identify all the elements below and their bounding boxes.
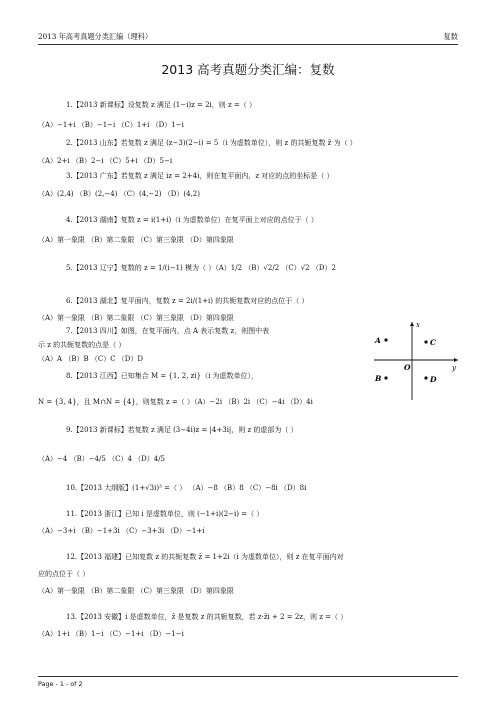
answer-options: （A）−4 （B）−4/5 （C）4 （D）4/5	[38, 455, 166, 463]
answer-options: （A）1+i （B）1−i （C）−1+i （D）−1−i	[38, 630, 184, 638]
point-a-label: A	[375, 336, 381, 345]
question-text: 6.【2013 湖北】复平面内，复数 z = 2i/(1+i) 的共轭复数对应的点位于（ ）	[66, 297, 309, 305]
question-text: 12.【2013 福建】已知复数 z 的共轭复数 z̄ = 1+2i（i 为虚数单位），则 z 在复平面内对	[66, 553, 344, 561]
answer-options: （A）−1+i （B）−1−i （C）1+i （D）1−i	[38, 121, 184, 129]
header-right: 复数	[443, 32, 458, 41]
page-header	[38, 30, 458, 44]
question-text: 1.【2013 新课标】设复数 z 满足 (1−i)z = 2i，则 z =（ ）	[66, 101, 257, 109]
answer-options: （A）第一象限 （B）第二象限 （C）第三象限 （D）第四象限	[38, 314, 234, 322]
answer-options: 示 z 的共轭复数的点是（ ）	[38, 341, 126, 349]
answer-options: （A）第一象限 （B）第二象限 （C）第三象限 （D）第四象限	[38, 587, 234, 595]
real-axis-arrow	[454, 358, 458, 362]
point-d	[424, 376, 427, 379]
question-text: 8.【2013 江西】已知集合 M = {1, 2, zi}（i 为虚数单位），	[66, 372, 259, 380]
imag-axis-arrow	[410, 322, 414, 326]
answer-options: （A）第一象限 （B）第二象限 （C）第三象限 （D）第四象限	[38, 236, 234, 244]
answer-options: 应的点位于（ ）	[38, 570, 90, 578]
question-text: 3.【2013 广东】若复数 z 满足 iz = 2+4i，则在复平面内，z 对应的点的坐标是（ ）	[66, 172, 334, 180]
header-left: 2013 年高考真题分类汇编（理科）	[38, 32, 153, 41]
point-b-label: B	[375, 374, 382, 383]
origin-label: O	[404, 363, 411, 372]
header-rule	[38, 44, 458, 45]
question-text: 4.【2013 湖南】复数 z = i(1+i)（i 为虚数单位）在复平面上对应的点位于（ ）	[66, 216, 318, 224]
question-text: 5.【2013 辽宁】复数的 z = 1/(i−1) 模为（ ）（A）1/2 （B）√2/2 （C）√2 （D）2	[66, 264, 336, 272]
complex-plane-figure	[372, 318, 462, 402]
question-text: 7.【2013 四川】如图，在复平面内，点 A 表示复数 z，则图中表	[66, 327, 270, 335]
answer-options: （A）A （B）B （C）C （D）D	[38, 355, 144, 363]
question-text: 10.【2013 大纲版】(1+√3i)³ =（ ） （A）−8 （B）8 （C）−8i （D）8i	[66, 484, 307, 492]
answer-options: N = {3, 4}，且 M∩N = {4}，则复数 z =（ ）（A）−2i （B）2i （C）−4i （D）4i	[38, 398, 313, 406]
point-d-label: D	[430, 375, 437, 384]
question-text: 11.【2013 浙江】已知 i 是虚数单位，则 (−1+i)(2−i) =（ ）	[66, 510, 264, 518]
point-c-label: C	[430, 338, 436, 347]
question-text: 13.【2013 安徽】i 是虚数单位，z̄ 是复数 z 的共轭复数，若 z·z̄i + 2 = 2z，则 z =（ ）	[66, 613, 348, 621]
axis-label-right: y	[452, 364, 456, 372]
footer-rule	[38, 676, 458, 677]
page-footer	[38, 680, 458, 688]
page-number: Page - 1 - of 2	[38, 680, 83, 688]
answer-options: （A）−3+i （B）−1+3i （C）−3+3i （D）−1+i	[38, 527, 205, 535]
answer-options: （A）(2,4) （B）(2,−4) （C）(4,−2) （D）(4,2)	[38, 190, 200, 198]
point-b	[384, 376, 387, 379]
page-title: 2013 高考真题分类汇编：复数	[161, 62, 335, 77]
point-c	[424, 340, 427, 343]
answer-options: （A）2+i （B）2−i （C）5+i （D）5−i	[38, 157, 173, 165]
question-text: 9.【2013 新课标】若复数 z 满足 (3−4i)z = |4+3i|，则 z 的虚部为（ ）	[66, 426, 298, 434]
question-text: 2.【2013 山东】若复数 z 满足 (z−3)(2−i) = 5（i 为虚数单位），则 z 的共轭复数 z̄ 为（ ）	[66, 139, 357, 147]
axis-label-top: x	[416, 321, 420, 329]
point-a	[384, 338, 387, 341]
